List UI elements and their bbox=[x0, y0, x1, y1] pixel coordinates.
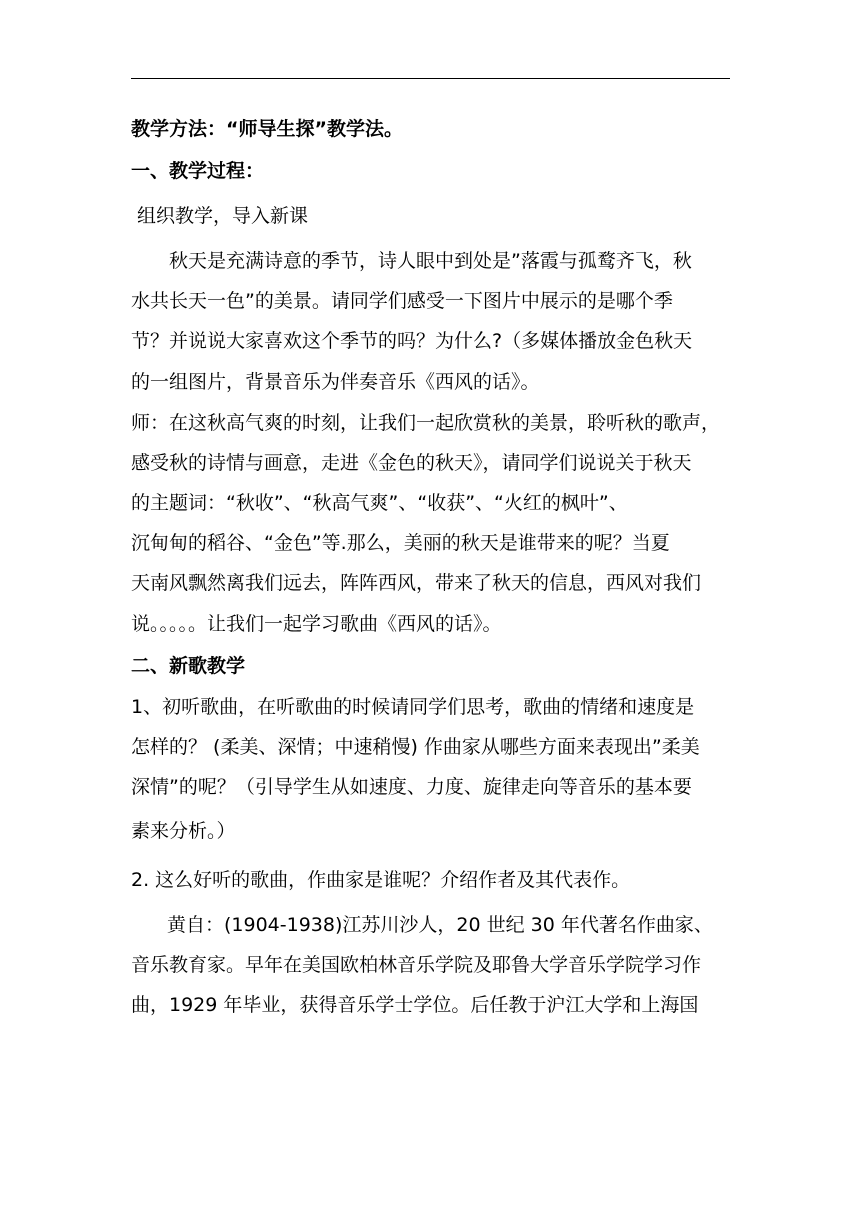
paragraph-line: 说。。。。。让我们一起学习歌曲《西风的话》。 bbox=[131, 613, 502, 635]
paragraph-line: 音乐教育家。早年在美国欧柏林音乐学院及耶鲁大学音乐学院学习作 bbox=[131, 954, 702, 976]
document-body bbox=[131, 108, 731, 1025]
header-rule bbox=[131, 78, 730, 79]
teaching-method-line: 教学方法：“师导生探”教学法。 bbox=[131, 118, 403, 140]
section-heading-new-song: 二、新歌教学 bbox=[131, 655, 246, 677]
paragraph-line: 水共长天一色”的美景。请同学们感受一下图片中展示的是哪个季 bbox=[131, 290, 673, 312]
paragraph-line: 素来分析。） bbox=[131, 820, 236, 842]
paragraph-line: 的一组图片，背景音乐为伴奏音乐《西风的话》。 bbox=[131, 371, 540, 393]
paragraph-line: 感受秋的诗情与画意，走进《金色的秋天》，请同学们说说关于秋天 bbox=[131, 452, 692, 474]
paragraph-line: 怎样的？ (柔美、深情；中速稍慢) 作曲家从哪些方面来表现出”柔美 bbox=[131, 736, 700, 758]
paragraph-line: 曲，1929 年毕业，获得音乐学士学位。后任教于沪江大学和上海国 bbox=[131, 994, 699, 1016]
paragraph-line: 师：在这秋高气爽的时刻，让我们一起欣赏秋的美景，聆听秋的歌声， bbox=[131, 412, 721, 434]
paragraph-line: 1、初听歌曲，在听歌曲的时候请同学们思考，歌曲的情绪和速度是 bbox=[131, 696, 695, 718]
section-heading-teaching-process: 一、教学过程： bbox=[131, 160, 265, 182]
paragraph-line: 秋天是充满诗意的季节，诗人眼中到处是”落霞与孤鹜齐飞，秋 bbox=[169, 250, 692, 272]
paragraph-line: 天南风飘然离我们远去，阵阵西风，带来了秋天的信息，西风对我们 bbox=[131, 572, 702, 594]
paragraph-line: 黄自：(1904-1938)江苏川沙人，20 世纪 30 年代著名作曲家、 bbox=[167, 914, 713, 936]
paragraph-line: 深情”的呢？（引导学生从如速度、力度、旋律走向等音乐的基本要 bbox=[131, 776, 692, 798]
paragraph-line: 沉甸甸的稻谷、“金色”等.那么，美丽的秋天是谁带来的呢？当夏 bbox=[131, 532, 670, 554]
paragraph-line: 的主题词：“秋收”、“秋高气爽”、“收获”、“火红的枫叶”、 bbox=[131, 492, 628, 514]
subheading-organize-teaching: 组织教学，导入新课 bbox=[137, 205, 309, 227]
paragraph-line: 2. 这么好听的歌曲，作曲家是谁呢？介绍作者及其代表作。 bbox=[131, 869, 631, 891]
paragraph-line: 节？并说说大家喜欢这个季节的吗？为什么?（多媒体播放金色秋天 bbox=[131, 330, 693, 352]
